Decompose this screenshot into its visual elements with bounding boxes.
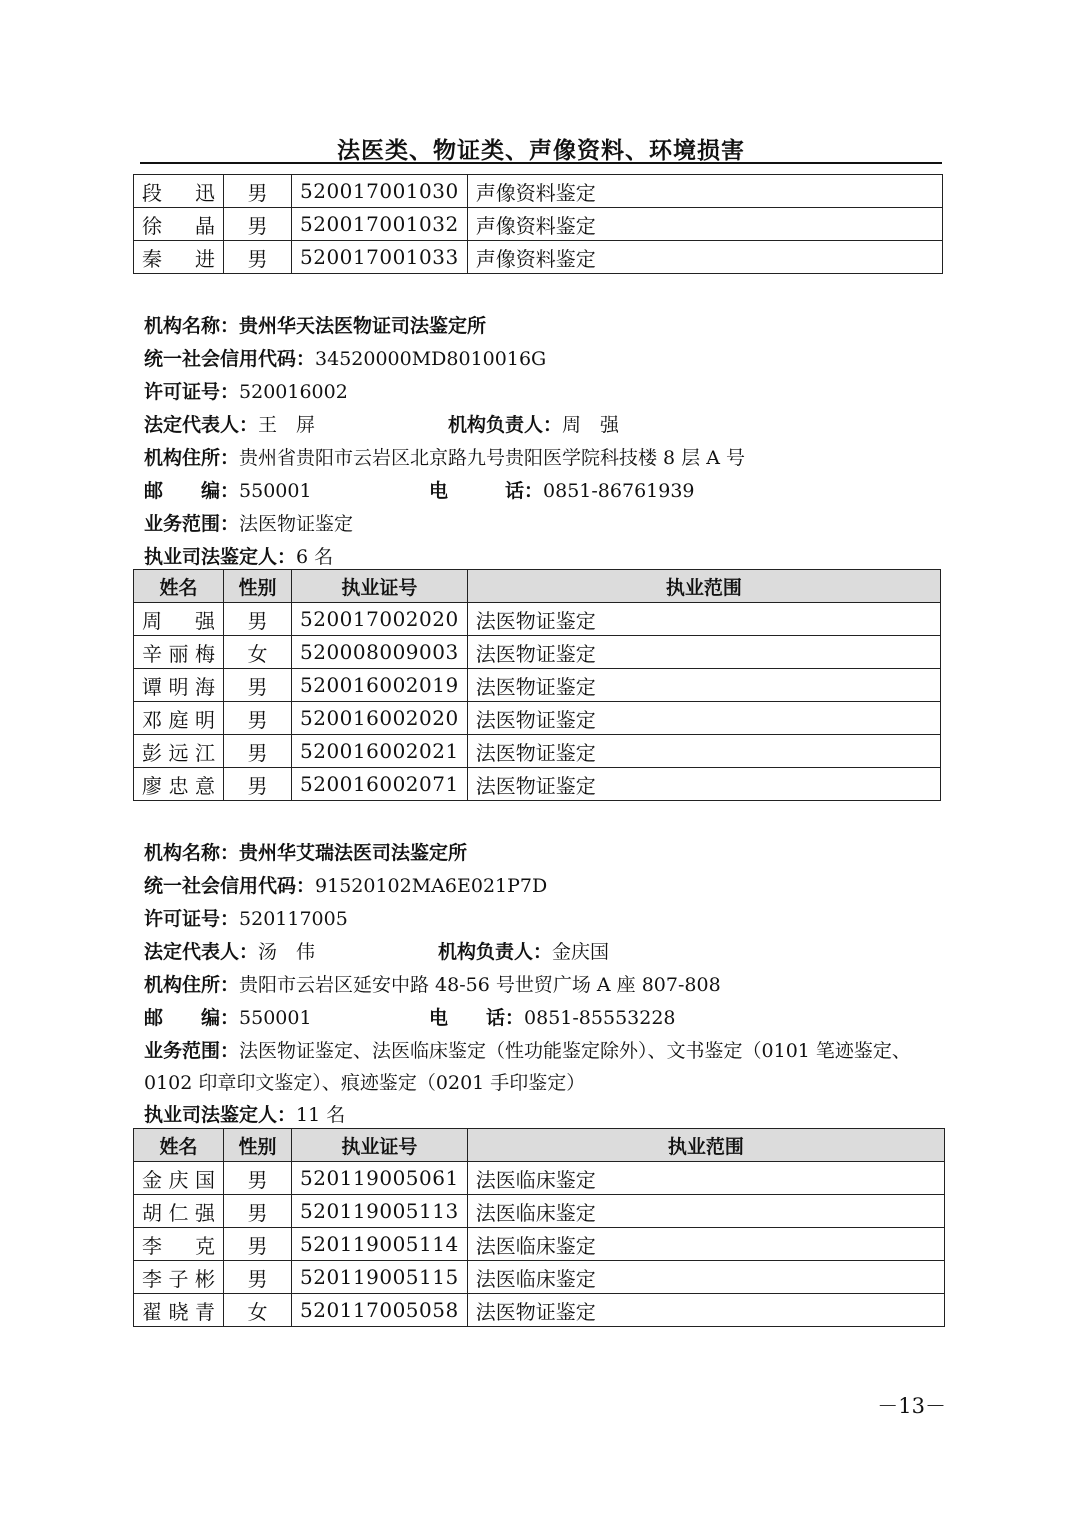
name-cell: 段 迅	[134, 175, 224, 208]
scope-cell: 声像资料鉴定	[467, 208, 942, 241]
name-cell: 李子彬	[134, 1261, 224, 1294]
name-cell: 金庆国	[134, 1162, 224, 1195]
name-cell: 邓庭明	[134, 702, 224, 735]
table-row	[134, 1294, 945, 1327]
page-header-title: 法医类、物证类、声像资料、环境损害	[337, 138, 745, 164]
sex-cell: 男	[224, 669, 292, 702]
phone: 0851-85553228	[524, 1007, 676, 1029]
license-cell: 520117005058	[292, 1294, 468, 1327]
sex-cell: 女	[224, 636, 292, 669]
sex-cell: 男	[224, 1228, 292, 1261]
name-cell: 秦 进	[134, 241, 224, 274]
name-cell: 廖忠意	[134, 768, 224, 801]
column-header: 姓名	[134, 570, 224, 603]
table-row	[134, 669, 941, 702]
business-scope: 法医物证鉴定、法医临床鉴定（性功能鉴定除外）、文书鉴定（0101 笔迹鉴定、0102 印章印文鉴定）、痕迹鉴定（0201 手印鉴定）	[144, 1040, 911, 1094]
license-line: 许可证号：520117005	[144, 908, 348, 930]
scope-cell: 法医物证鉴定	[467, 735, 940, 768]
institution-2-table	[133, 1128, 945, 1327]
column-header: 执业范围	[467, 570, 940, 603]
license-cell: 520016002021	[292, 735, 468, 768]
license-cell: 520008009003	[292, 636, 468, 669]
column-header: 姓名	[134, 1129, 224, 1162]
scope-cell: 声像资料鉴定	[467, 175, 942, 208]
header-rule	[140, 162, 942, 164]
postal-code: 550001	[239, 480, 312, 502]
license-cell: 520119005115	[292, 1261, 468, 1294]
scope-cell: 法医临床鉴定	[467, 1228, 944, 1261]
institution-name: 贵州华天法医物证司法鉴定所	[239, 315, 487, 337]
license-cell: 520016002019	[292, 669, 468, 702]
license-cell: 520017001032	[292, 208, 468, 241]
institution-name-line: 机构名称：贵州华艾瑞法医司法鉴定所	[144, 842, 468, 864]
column-header: 执业范围	[467, 1129, 944, 1162]
license-cell: 520017001033	[292, 241, 468, 274]
credit-code-line: 统一社会信用代码：91520102MA6E021P7D	[144, 875, 548, 897]
scope-cell: 法医物证鉴定	[467, 702, 940, 735]
table-row	[134, 768, 941, 801]
column-header: 执业证号	[292, 1129, 468, 1162]
name-cell: 徐 晶	[134, 208, 224, 241]
table-header-row	[134, 570, 941, 603]
name-cell: 彭远江	[134, 735, 224, 768]
sex-cell: 男	[224, 1195, 292, 1228]
sex-cell: 男	[224, 768, 292, 801]
sex-cell: 男	[224, 603, 292, 636]
name-cell: 谭明海	[134, 669, 224, 702]
institution-name-line: 机构名称：贵州华天法医物证司法鉴定所	[144, 315, 487, 337]
sex-cell: 男	[224, 735, 292, 768]
scope-cell: 法医临床鉴定	[467, 1195, 944, 1228]
license-cell: 520017001030	[292, 175, 468, 208]
license-cell: 520119005114	[292, 1228, 468, 1261]
license-cell: 520016002071	[292, 768, 468, 801]
scope-cell: 法医物证鉴定	[467, 768, 940, 801]
scope-cell: 法医临床鉴定	[467, 1162, 944, 1195]
table-header-row	[134, 1129, 945, 1162]
table-row	[134, 241, 943, 274]
credit-code: 34520000MD8010016G	[315, 348, 547, 370]
institution-1-info	[144, 310, 745, 574]
table-row	[134, 1195, 945, 1228]
continuation-table	[133, 174, 943, 274]
table-row	[134, 636, 941, 669]
scope-cell: 法医物证鉴定	[467, 636, 940, 669]
page-number: －13－	[877, 1394, 946, 1418]
appraiser-count: 6 名	[296, 546, 334, 568]
institution-head: 金庆国	[552, 941, 610, 963]
license-number: 520016002	[239, 381, 348, 403]
table-row	[134, 1162, 945, 1195]
postal-code: 550001	[239, 1007, 312, 1029]
table-row	[134, 702, 941, 735]
legal-representative: 王 屏	[258, 414, 316, 436]
scope-cell: 法医物证鉴定	[467, 669, 940, 702]
scope-cell: 声像资料鉴定	[467, 241, 942, 274]
institution-head: 周 强	[562, 414, 620, 436]
appraiser-count: 11 名	[296, 1104, 346, 1126]
table-row	[134, 603, 941, 636]
license-cell: 520119005061	[292, 1162, 468, 1195]
representative-line: 法定代表人：王 屏 机构负责人：周 强	[144, 409, 745, 442]
credit-code: 91520102MA6E021P7D	[315, 875, 548, 897]
name-cell: 胡仁强	[134, 1195, 224, 1228]
zip-phone-line: 邮 编：550001 电 话：0851-86761939	[144, 475, 745, 508]
license-line: 许可证号：520016002	[144, 381, 348, 403]
zip-phone-line: 邮 编：550001 电 话：0851-85553228	[144, 1002, 948, 1035]
column-header: 性别	[224, 570, 292, 603]
name-cell: 辛丽梅	[134, 636, 224, 669]
scope-line: 业务范围：法医物证鉴定	[144, 513, 354, 535]
institution-name: 贵州华艾瑞法医司法鉴定所	[239, 842, 468, 864]
scope-cell: 法医物证鉴定	[467, 603, 940, 636]
license-cell: 520016002020	[292, 702, 468, 735]
scope-line: 业务范围：法医物证鉴定、法医临床鉴定（性功能鉴定除外）、文书鉴定（0101 笔迹鉴定、0102 印章印文鉴定）、痕迹鉴定（0201 手印鉴定）	[144, 1040, 911, 1094]
representative-line: 法定代表人：汤 伟 机构负责人：金庆国	[144, 936, 948, 969]
institution-2-info	[144, 837, 948, 1132]
sex-cell: 男	[224, 208, 292, 241]
sex-cell: 男	[224, 241, 292, 274]
table-row	[134, 208, 943, 241]
address: 贵州省贵阳市云岩区北京路九号贵阳医学院科技楼 8 层 A 号	[239, 447, 745, 469]
business-scope: 法医物证鉴定	[239, 513, 354, 535]
table-row	[134, 175, 943, 208]
sex-cell: 男	[224, 1162, 292, 1195]
appraiser-count-line: 执业司法鉴定人：6 名	[144, 546, 334, 568]
appraiser-count-line: 执业司法鉴定人：11 名	[144, 1104, 346, 1126]
address-line: 机构住所：贵阳市云岩区延安中路 48-56 号世贸广场 A 座 807-808	[144, 974, 721, 996]
scope-cell: 法医临床鉴定	[467, 1261, 944, 1294]
sex-cell: 男	[224, 702, 292, 735]
address: 贵阳市云岩区延安中路 48-56 号世贸广场 A 座 807-808	[239, 974, 721, 996]
sex-cell: 女	[224, 1294, 292, 1327]
address-line: 机构住所：贵州省贵阳市云岩区北京路九号贵阳医学院科技楼 8 层 A 号	[144, 447, 745, 469]
license-cell: 520017002020	[292, 603, 468, 636]
table-row	[134, 735, 941, 768]
column-header: 执业证号	[292, 570, 468, 603]
institution-1-table	[133, 569, 941, 801]
table-row	[134, 1228, 945, 1261]
table-row	[134, 1261, 945, 1294]
name-cell: 李 克	[134, 1228, 224, 1261]
sex-cell: 男	[224, 175, 292, 208]
license-cell: 520119005113	[292, 1195, 468, 1228]
credit-code-line: 统一社会信用代码：34520000MD8010016G	[144, 348, 547, 370]
column-header: 性别	[224, 1129, 292, 1162]
license-number: 520117005	[239, 908, 348, 930]
page-header	[140, 132, 942, 164]
sex-cell: 男	[224, 1261, 292, 1294]
phone: 0851-86761939	[543, 480, 695, 502]
name-cell: 翟晓青	[134, 1294, 224, 1327]
legal-representative: 汤 伟	[258, 941, 316, 963]
scope-cell: 法医物证鉴定	[467, 1294, 944, 1327]
name-cell: 周 强	[134, 603, 224, 636]
